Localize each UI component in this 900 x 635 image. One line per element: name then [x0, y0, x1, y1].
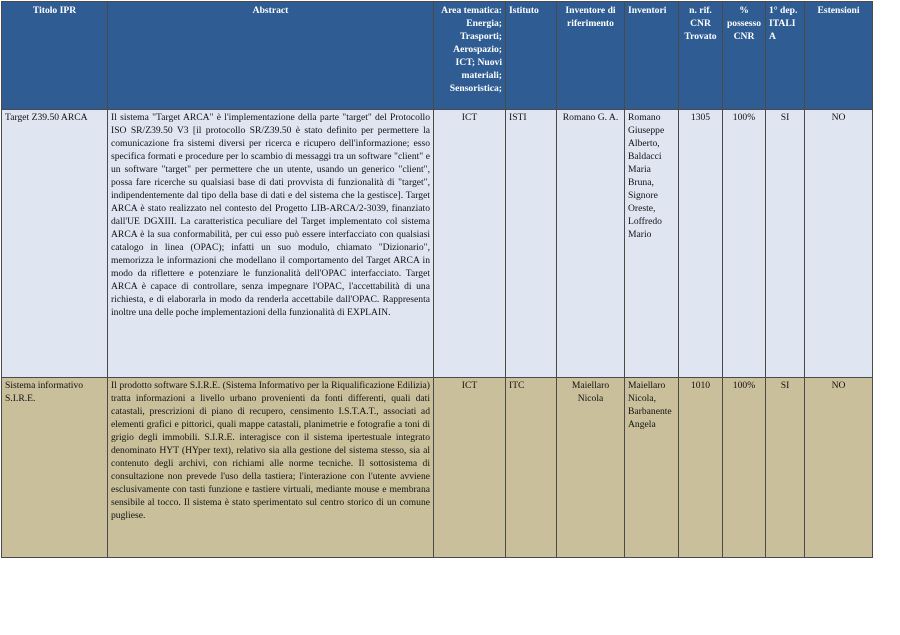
cell-abstract: Il sistema "Target ARCA" è l'implementazione della parte "target" del Protocollo ISO SR/Z39.50 V3 [il protocollo SR/Z39.50 è stato definito per permettere la comunicazione fra sistemi diversi per ricerca e ricupero dell'informazione; esso specifica formati e procedure per lo scambio di messaggi tra un software "client" e un software "target" per permettere che un utente, usando un generico "client", possa fare ricerche su qualsiasi base di dati provvista di funzionalità di "target", indipendentemente dal tipo della base di dati e del sistema che la gestisce]. Target ARCA è stato realizzato nel contesto del Progetto LIB-ARCA/2-3039, finanziato dall'UE DGXIII. La caratteristica peculiare del Target implementato col sistema ARCA è la sua conformabilità, per cui esso può essere interfacciato con qualsiasi catalogo in linea (OPAC); infatti un suo modulo, chiamato "Dizionario", memorizza le informazioni che modellano il comportamento del Target ARCA in modo da riflettere e potenziare le funzionalità dell'OPAC interfacciato. Target ARCA è capace di controllare, senza impegnare l'OPAC, l'accettabilità di una richiesta, e di elaborarla in modo da renderla accettabile dall'OPAC. Rappresenta inoltre una delle poche implementazioni della funzionalità di EXPLAIN.: [108, 110, 434, 378]
cell-n-rif: 1305: [679, 110, 723, 378]
cell-abstract: Il prodotto software S.I.R.E. (Sistema Informativo per la Riqualificazione Edilizia) tratta informazioni a livello urbano provenienti da fonti differenti, quali dati catastali, prescrizioni di piano di recupero, censimento I.S.T.A.T., associati ad elementi grafici e pittorici, quali mappe catastali, planimetrie e fotografie a toni di grigio degli immobili. S.I.R.E. interagisce con il sistema ipertestuale integrato denominato HYT (HYper text), relativo sia alla gestione del sistema stesso, sia al contenuto degli archivi, con richiami alle norme tecniche. Il sottosistema di consultazione non prevede l'uso della tastiera; l'interazione con l'utente avviene esclusivamente con tasti funzione e tastiere virtuali, mediante mouse e membrana sensibile al tocco. Il sistema è stato sperimentato sul centro storico di un comune pugliese.: [108, 378, 434, 558]
cell-inventore-rif: Romano G. A.: [557, 110, 625, 378]
cell-n-rif: 1010: [679, 378, 723, 558]
header-inventore-rif: Inventore di riferimento: [557, 2, 625, 110]
cell-istituto: ISTI: [506, 110, 557, 378]
cell-titolo: Target Z39.50 ARCA: [2, 110, 108, 378]
cell-estensioni: NO: [805, 110, 873, 378]
ipr-table: [1, 1, 873, 558]
table-row: [2, 378, 873, 558]
cell-inventori: Romano Giuseppe Alberto, Baldacci Maria Bruna, Signore Oreste, Loffredo Mario: [625, 110, 679, 378]
cell-possesso: 100%: [723, 110, 766, 378]
header-abstract: Abstract: [108, 2, 434, 110]
header-area: Area tematica: Energia; Trasporti; Aerospazio; ICT; Nuovi materiali; Sensoristica;: [434, 2, 506, 110]
cell-dep-italia: SI: [766, 378, 805, 558]
cell-titolo: Sistema informativo S.I.R.E.: [2, 378, 108, 558]
header-titolo: Titolo IPR: [2, 2, 108, 110]
header-n-rif: n. rif. CNR Trovato: [679, 2, 723, 110]
cell-inventore-rif: Maiellaro Nicola: [557, 378, 625, 558]
header-dep-italia: 1° dep. ITALIA: [766, 2, 805, 110]
header-istituto: Istituto: [506, 2, 557, 110]
header-inventori: Inventori: [625, 2, 679, 110]
cell-area: ICT: [434, 110, 506, 378]
header-possesso: % possesso CNR: [723, 2, 766, 110]
cell-inventori: Maiellaro Nicola, Barbanente Angela: [625, 378, 679, 558]
header-estensioni: Estensioni: [805, 2, 873, 110]
header-row: [2, 2, 873, 110]
cell-possesso: 100%: [723, 378, 766, 558]
cell-dep-italia: SI: [766, 110, 805, 378]
cell-istituto: ITC: [506, 378, 557, 558]
cell-estensioni: NO: [805, 378, 873, 558]
table-row: [2, 110, 873, 378]
cell-area: ICT: [434, 378, 506, 558]
